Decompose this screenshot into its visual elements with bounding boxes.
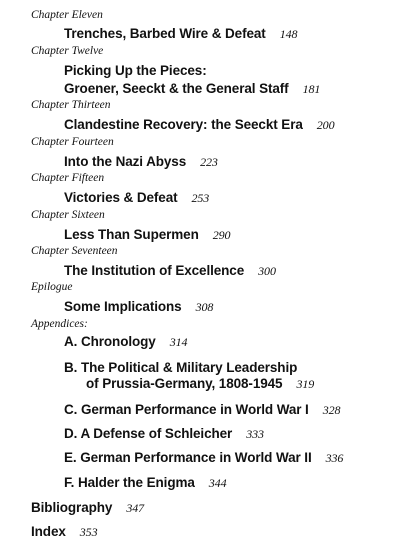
entry-title-text: Clandestine Recovery: the Seeckt Era	[64, 117, 303, 132]
appendix-entry	[64, 427, 264, 441]
entry-title-text: The Institution of Excellence	[64, 263, 245, 278]
appendix-entry	[64, 335, 187, 349]
toc-entry-title	[64, 118, 334, 132]
entry-title-text: B. The Political & Military Leadership	[64, 360, 298, 375]
appendices-label: Appendices:	[31, 318, 88, 330]
page-number: 333	[246, 427, 264, 441]
toc-entry-title	[64, 191, 209, 205]
entry-title-text: Picking Up the Pieces:	[64, 63, 207, 78]
entry-title-text: A. Chronology	[64, 334, 156, 349]
page-number: 344	[208, 476, 227, 490]
bibliography-entry	[31, 501, 144, 515]
appendix-entry	[64, 476, 226, 490]
page-number: 223	[200, 155, 218, 169]
entry-title-text: Less Than Supermen	[64, 227, 199, 242]
page-number: 181	[302, 82, 321, 96]
entry-title-text: Trenches, Barbed Wire & Defeat	[64, 26, 266, 41]
entry-title-text: of Prussia-Germany, 1808-1945	[86, 376, 283, 391]
page-number: 328	[322, 403, 341, 417]
page-number: 148	[279, 27, 298, 41]
chapter-label: Chapter Thirteen	[31, 99, 111, 111]
toc-entry-title	[64, 300, 213, 314]
toc-entry-title	[64, 27, 297, 41]
entry-title-text: E. German Performance in World War II	[64, 450, 312, 465]
entry-title-text: Groener, Seeckt & the General Staff	[64, 81, 289, 96]
chapter-label: Chapter Fourteen	[31, 136, 114, 148]
chapter-label: Chapter Fifteen	[31, 172, 105, 184]
appendix-entry	[64, 403, 340, 417]
page-number: 347	[126, 501, 145, 515]
toc-entry-title	[64, 264, 276, 278]
entry-title-text: Into the Nazi Abyss	[64, 154, 187, 169]
entry-title-text: D. A Defense of Schleicher	[64, 426, 233, 441]
chapter-label: Epilogue	[31, 281, 73, 293]
chapter-label: Chapter Twelve	[31, 45, 104, 57]
page-number: 253	[191, 191, 210, 205]
page-number: 314	[169, 335, 188, 349]
entry-title-text: Victories & Defeat	[64, 190, 178, 205]
chapter-label: Chapter Eleven	[31, 9, 103, 21]
page-number: 300	[258, 264, 276, 278]
toc-entry-title	[64, 82, 320, 96]
page-number: 308	[195, 300, 214, 314]
entry-title-text: Index	[31, 524, 66, 539]
appendix-entry-continuation	[86, 377, 314, 391]
page-number: 353	[79, 525, 98, 539]
appendix-entry	[64, 451, 343, 465]
appendix-entry	[64, 361, 297, 375]
entry-title-text: Bibliography	[31, 500, 113, 515]
toc-entry-title	[64, 228, 230, 242]
page-number: 200	[316, 118, 335, 132]
index-entry	[31, 525, 97, 539]
page-number: 336	[325, 451, 344, 465]
entry-title-text: C. German Performance in World War I	[64, 402, 309, 417]
chapter-label: Chapter Sixteen	[31, 209, 105, 221]
page-number: 319	[296, 377, 315, 391]
entry-title-text: F. Halder the Enigma	[64, 475, 195, 490]
chapter-label: Chapter Seventeen	[31, 245, 118, 257]
page-number: 290	[212, 228, 231, 242]
toc-entry-title	[64, 155, 218, 169]
toc-entry-title	[64, 64, 207, 78]
entry-title-text: Some Implications	[64, 299, 182, 314]
